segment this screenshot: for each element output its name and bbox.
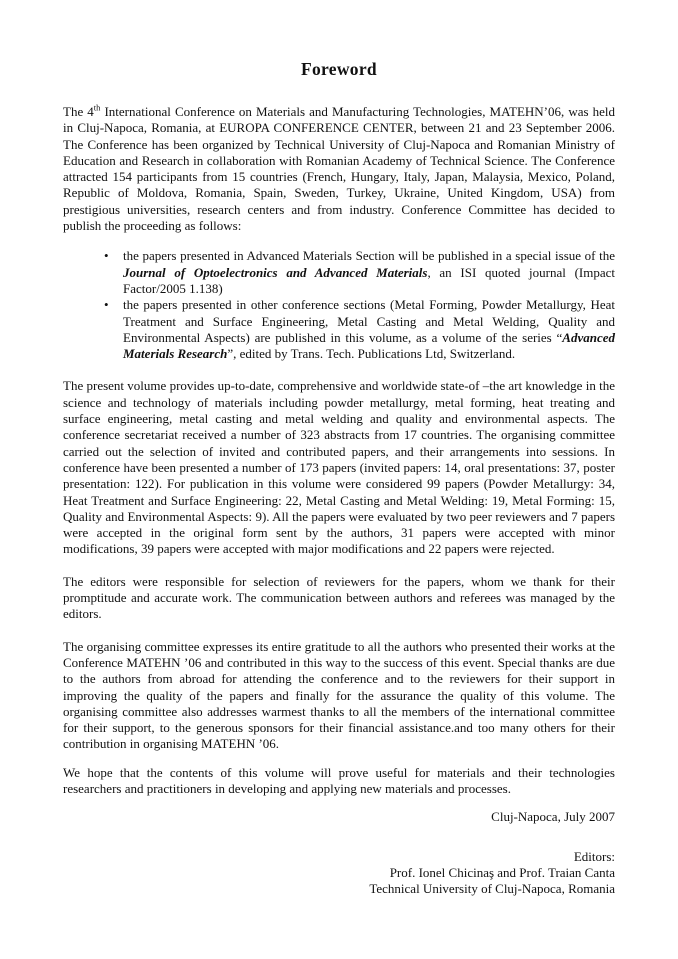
editors-label: Editors: [573, 848, 615, 864]
intro-text-rest: International Conference on Materials and Manufacturing Technologies, MATEHN’06, was held in Cluj-Napoca, Romania, at EUROPA CONFERENCE CENTER, between 21 and 23 September 2006. The Conference has been organized by Technical University of Cluj-Napoca and Romanian Ministry of Education and Research in collaboration with Romanian Academy of Technical Science. The Conference attracted 154 participants from 15 countries (French, Hungary, Italy, Japan, Malaysia, Mexico, Poland, Republic of Moldova, Romania, Spain, Sweden, Turkey, Ukraine, United Kingdom, USA) from prestigious universities, research centers and from industry. Conference Committee has decided to publish the proceeding as follows: [63, 104, 615, 234]
intro-text-start: The 4 [63, 104, 94, 119]
journal-name: Journal of Optoelectronics and Advanced Materials [123, 264, 428, 280]
document-content [63, 58, 615, 897]
dateline: Cluj-Napoca, July 2007 [491, 809, 615, 825]
bullet-item-special-issue [123, 248, 615, 297]
series-name: Advanced Materials Research [123, 329, 615, 362]
bullet-text-pre: the papers presented in Advanced Materials Section will be published in a special issue of the [123, 248, 615, 264]
paragraph-editors-reviewers: The editors were responsible for selection of reviewers for the papers, whom we thank for their promptitude and accurate work. The communication between authors and referees was managed by the editors. [63, 573, 615, 622]
ordinal-superscript: th [93, 102, 101, 113]
paragraph-gratitude: The organising committee expresses its entire gratitude to all the authors who presented their works at the Conference MATEHN ’06 and contributed in this way to the success of this event. Special thanks are due to the authors from abroad for attending the conference and to the reviewers for their support in improving the quality of the papers and finally for the assurance the quality of this volume. The organising committee also addresses warmest thanks to all the members of the international committee for their support, to the generous sponsors for their financial assistance.and too many others for their contribution in organising MATEHN ’06. [63, 638, 615, 752]
editor-affiliation: Technical University of Cluj-Napoca, Romania [369, 881, 615, 897]
page-title: Foreword [301, 59, 377, 79]
bullet-text-pre: the papers presented in other conference sections (Metal Forming, Powder Metallurgy, Heat Treatment and Surface Engineering, Metal Casting and Metal Welding, Quality and Environmental Aspects) are published in this volume, as a volume of the series “ [123, 297, 615, 345]
editor-names: Prof. Ionel Chicinaş and Prof. Traian Canta [389, 864, 615, 880]
bullet-item-series-volume [123, 297, 615, 362]
paragraph-volume-overview: The present volume provides up-to-date, comprehensive and worldwide state-of –the art knowledge in the science and technology of materials including powder metallurgy, metal forming, heat treating and surface engineering, metal casting and metal welding and quality and environmental aspects. The conference secretariat received a number of 323 abstracts from 17 countries. The organising committee carried out the selection of invited and contributed papers, and their arrangements into sessions. In conference have been presented a number of 173 papers (invited papers: 14, oral presentations: 37, poster presentation: 122). For publication in this volume were considered 99 papers (Powder Metallurgy: 34, Heat Treatment and Surface Engineering: 22, Metal Casting and Metal Welding: 19, Metal Forming: 15, Quality and Environmental Aspects: 9). All the papers were evaluated by two peer reviewers and 7 papers were accepted in the original form sent by the authors, 31 papers were accepted with minor modifications, 39 papers were accepted with major modifications and 22 papers were rejected. [63, 378, 615, 557]
signature-block [63, 849, 615, 898]
bullet-text-post: ”, edited by Trans. Tech. Publications Ltd, Switzerland. [227, 346, 516, 362]
bullet-text-post: , an ISI quoted journal (Impact Factor/2005 1.138) [123, 264, 615, 296]
paragraph-closing-hope: We hope that the contents of this volume will prove useful for materials and their technologies researchers and practitioners in developing and applying new materials and processes. [63, 764, 615, 796]
intro-paragraph [63, 104, 615, 234]
publication-bullet-list [63, 248, 615, 362]
